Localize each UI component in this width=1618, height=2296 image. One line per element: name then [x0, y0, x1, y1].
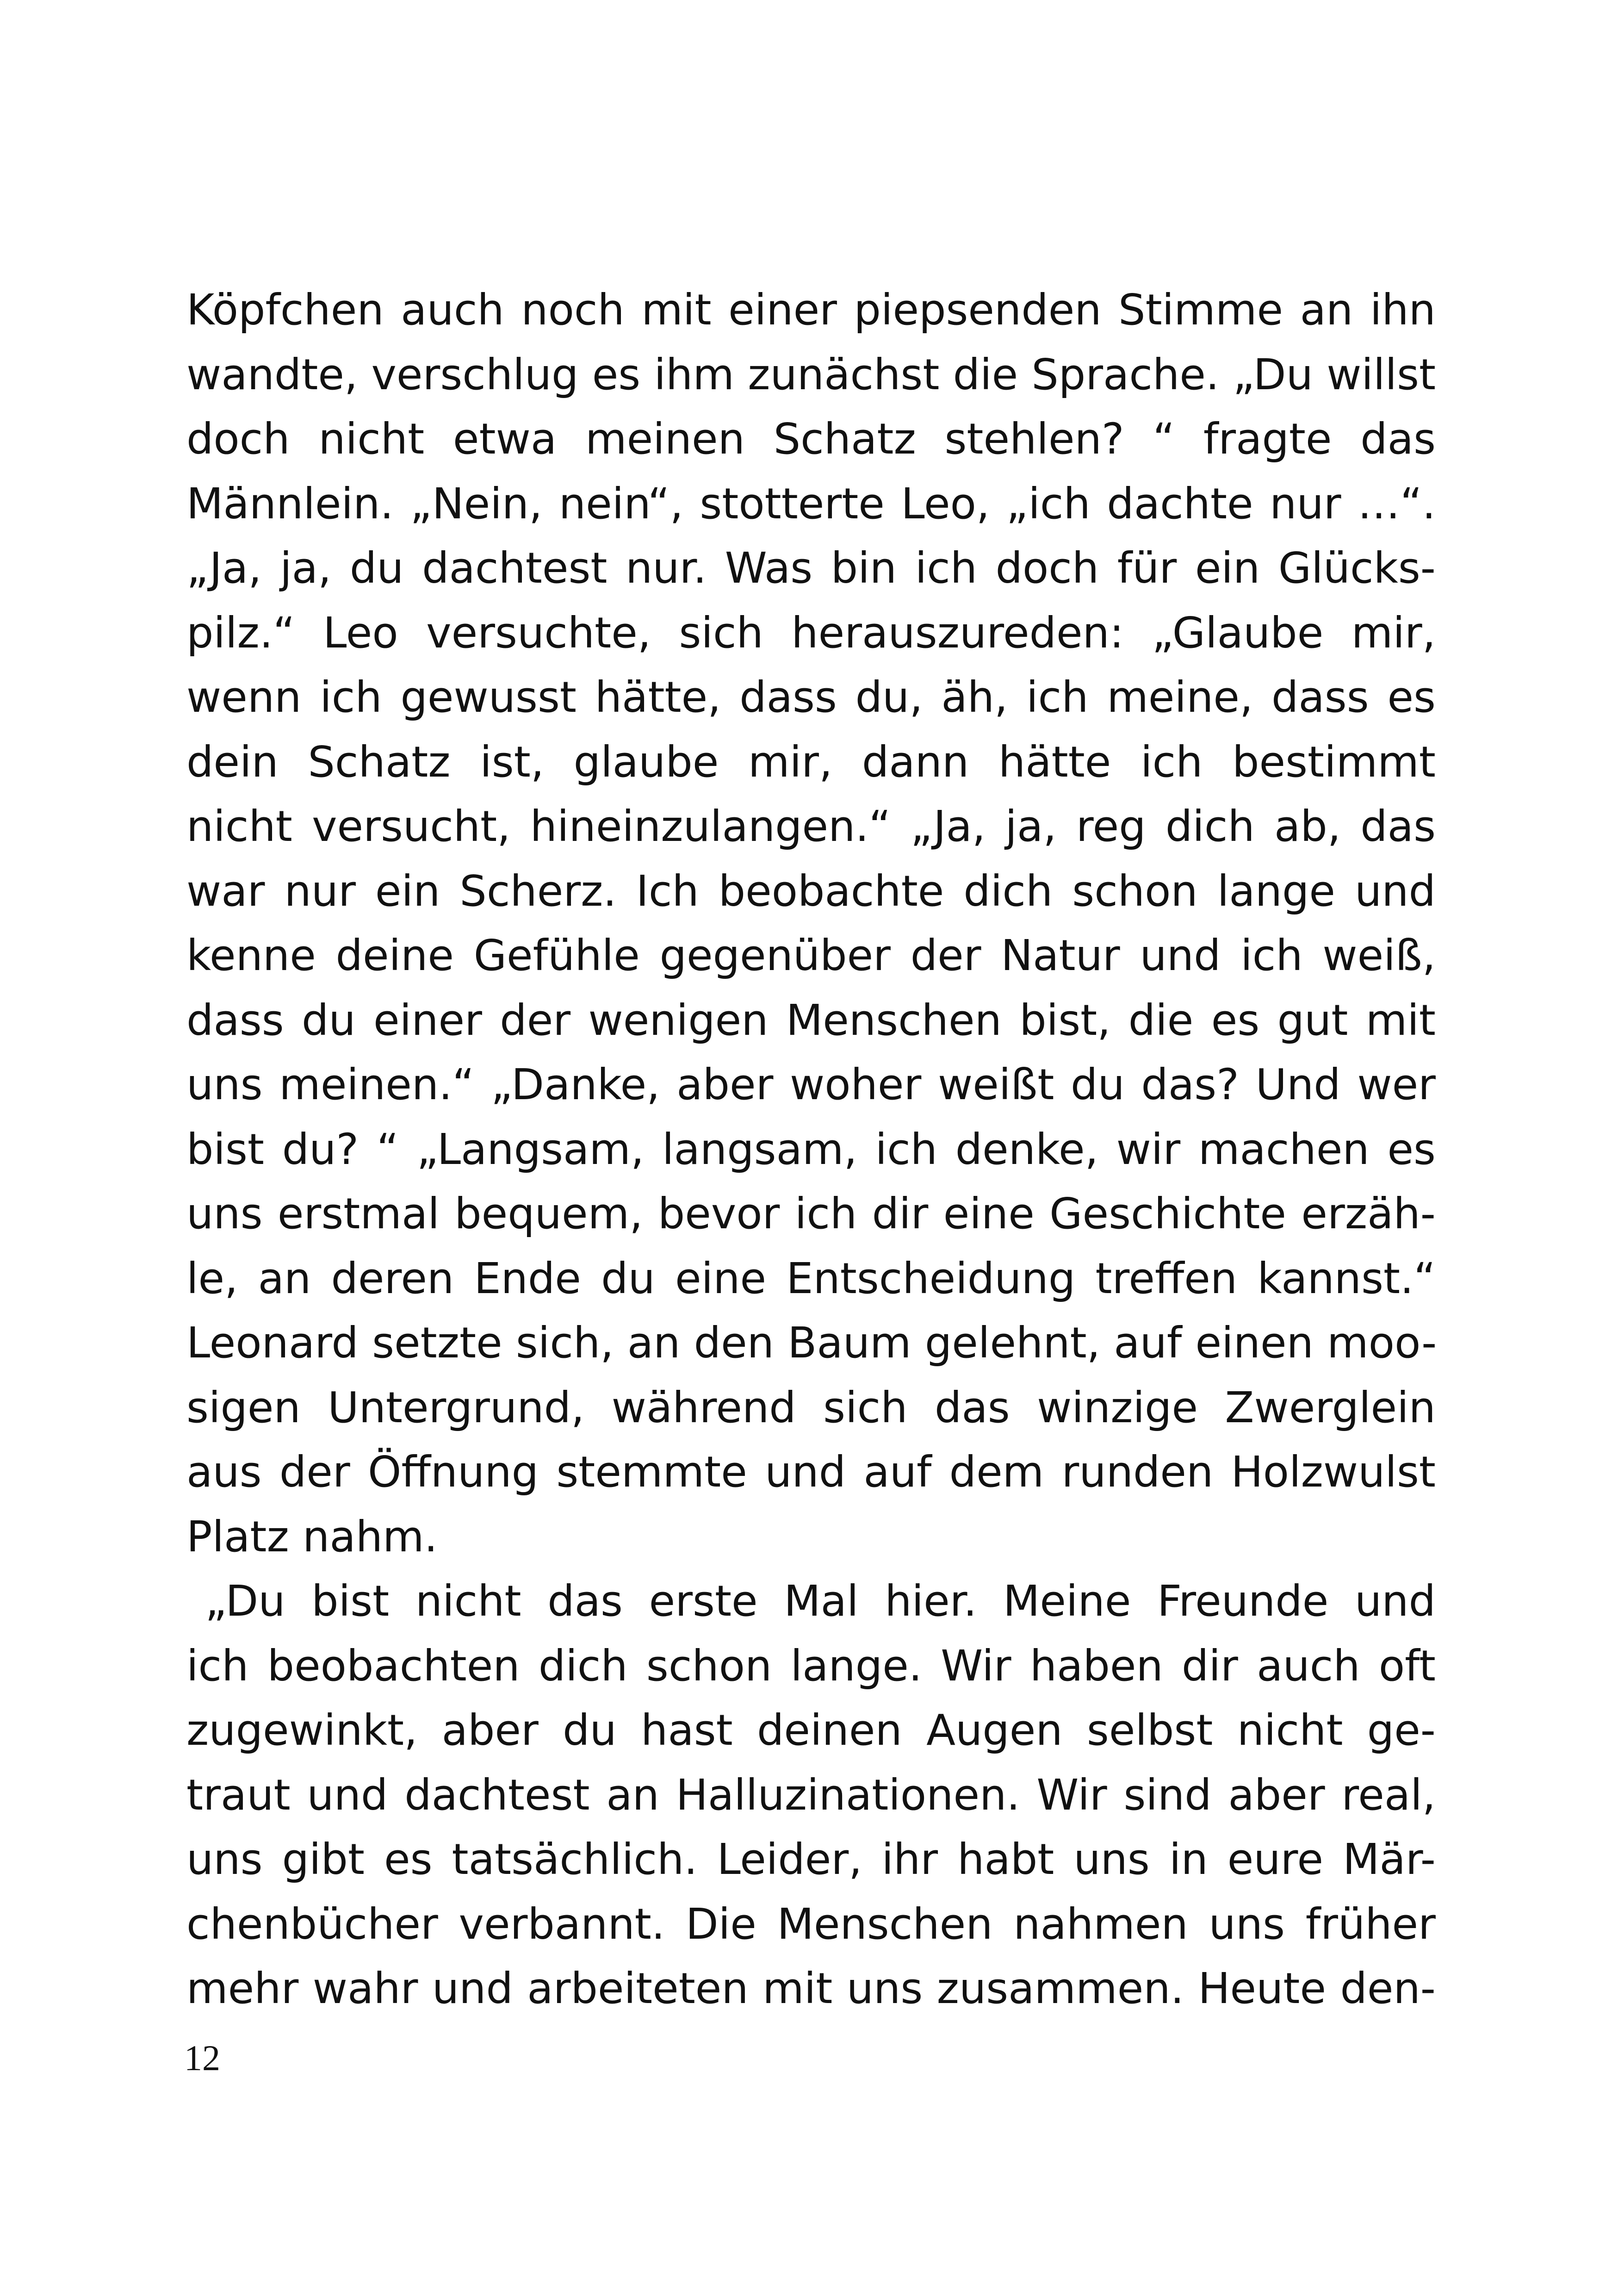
text-line: zugewinkt, aber du hast deinen Augen selbst nicht ge- [186, 1705, 1436, 1755]
text-line: le, an deren Ende du eine Entscheidung treffen kannst.“ [186, 1253, 1436, 1303]
text-line: „Ja, ja, du dachtest nur. Was bin ich doch für ein Glücks- [186, 543, 1436, 593]
text-line: doch nicht etwa meinen Schatz stehlen? “ fragte das [186, 414, 1436, 464]
text-line: wandte, verschlug es ihm zunächst die Sprache. „Du willst [186, 349, 1436, 399]
page-number: 12 [184, 2038, 220, 2078]
text-line: dein Schatz ist, glaube mir, dann hätte ich bestimmt [186, 737, 1436, 787]
text-line: uns gibt es tatsächlich. Leider, ihr habt uns in eure Mär- [186, 1835, 1436, 1884]
body-text [186, 278, 1436, 2021]
text-line: war nur ein Scherz. Ich beobachte dich schon lange und [186, 866, 1436, 916]
text-line: mehr wahr und arbeiteten mit uns zusammen. Heute den- [186, 1964, 1436, 2013]
text-line: chenbücher verbannt. Die Menschen nahmen uns früher [186, 1899, 1436, 1949]
paragraph-start-line: „Du bist nicht das erste Mal hier. Meine Freunde und [205, 1576, 1436, 1626]
text-line: wenn ich gewusst hätte, dass du, äh, ich meine, dass es [186, 672, 1436, 722]
text-line: sigen Untergrund, während sich das winzige Zwerglein [186, 1382, 1436, 1432]
text-line: traut und dachtest an Halluzinationen. Wir sind aber real, [186, 1770, 1436, 1820]
text-line: Köpfchen auch noch mit einer piepsenden Stimme an ihn [186, 285, 1436, 335]
text-line: Leonard setzte sich, an den Baum gelehnt, auf einen moo- [186, 1318, 1437, 1368]
text-line: bist du? “ „Langsam, langsam, ich denke, wir machen es [186, 1124, 1436, 1174]
text-line: uns meinen.“ „Danke, aber woher weißt du das? Und wer [186, 1060, 1436, 1109]
text-line: Männlein. „Nein, nein“, stotterte Leo, „ich dachte nur …“. [186, 479, 1436, 529]
text-line: kenne deine Gefühle gegenüber der Natur und ich weiß, [186, 931, 1436, 980]
text-line: pilz.“ Leo versuchte, sich herauszureden: „Glaube mir, [186, 608, 1436, 658]
paragraph-end-line: Platz nahm. [186, 1512, 438, 1562]
text-line: ich beobachten dich schon lange. Wir haben dir auch oft [186, 1641, 1436, 1691]
text-line: nicht versucht, hineinzulangen.“ „Ja, ja, reg dich ab, das [186, 802, 1436, 851]
text-line: aus der Öffnung stemmte und auf dem runden Holzwulst [186, 1447, 1436, 1497]
text-line: dass du einer der wenigen Menschen bist, die es gut mit [186, 995, 1436, 1045]
text-line: uns erstmal bequem, bevor ich dir eine Geschichte erzäh- [186, 1189, 1436, 1238]
